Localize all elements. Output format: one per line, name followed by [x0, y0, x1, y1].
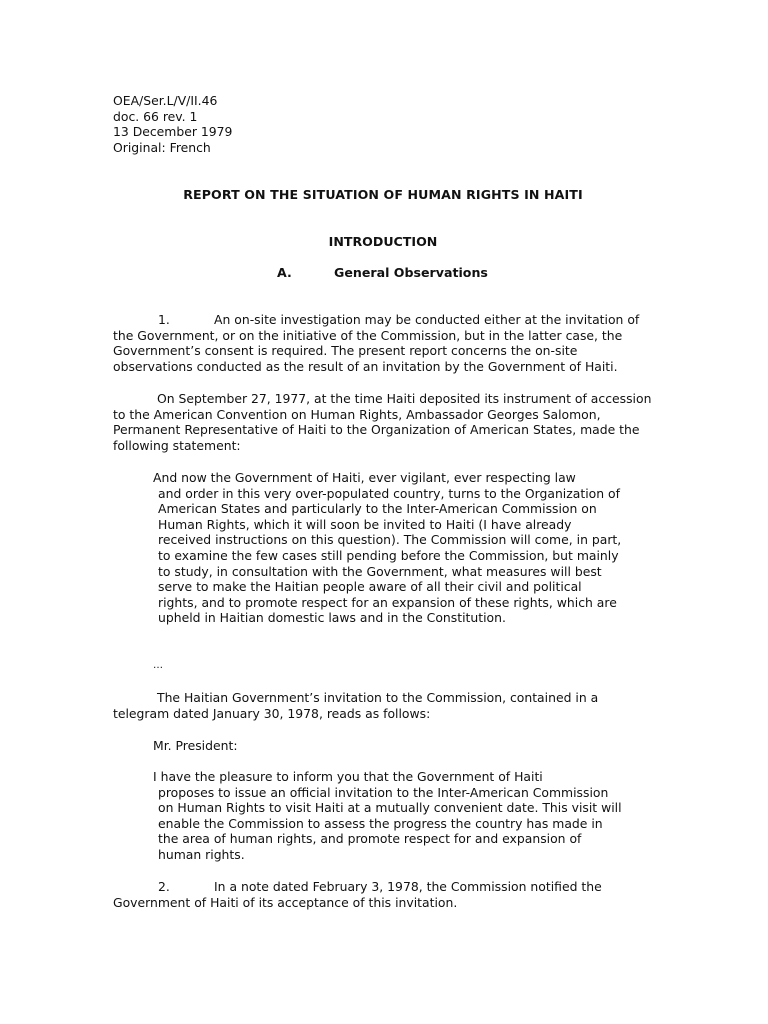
quote-1-first-line: And now the Government of Haiti, ever vigilant, ever respecting law — [153, 470, 576, 485]
introduction-heading: INTRODUCTION — [328, 234, 438, 249]
section-letter: A. — [277, 265, 292, 280]
paragraph-2-number: 2. — [158, 879, 170, 894]
paragraph-2 — [113, 879, 655, 910]
paragraph-1-number: 1. — [158, 312, 170, 327]
paragraph-1-first-line: An on-site investigation may be conducted either at the invitation of — [214, 312, 640, 327]
paragraph-1 — [113, 312, 655, 374]
quote-2-first-line: I have the pleasure to inform you that the Government of Haiti — [153, 769, 543, 784]
quote-1-text: and order in this very over-populated country, turns to the Organization of American States and particularly to the Inter-American Commission on Human Rights, which it will soon be invited to Haiti (I have already received instructions on this question). The Commission will come, in part, to examine the few cases still pending before the Commission, but mainly to study, in consultation with the Government, what measures will best serve to make the Haitian people aware of all their civil and political rights, and to promote respect for an expansion of these rights, which are upheld in Haitian domestic laws and in the Constitution. — [158, 485, 622, 626]
doc-number: doc. 66 rev. 1 — [113, 108, 198, 124]
paragraph-2-first-line: In a note dated February 3, 1978, the Commission notified the — [214, 879, 602, 894]
paragraph-statement-intro: On September 27, 1977, at the time Haiti deposited its instrument of accession to the American Convention on Human Rights, Ambassador Georges Salomon, Permanent Representative of Haiti to the Organization of American States, made the following statement: — [113, 391, 652, 453]
section-title: General Observations — [334, 265, 488, 280]
paragraph-1-text: the Government, or on the initiative of the Commission, but in the latter case, the Government’s consent is required. The present report concerns the on-site observations conducted as the result of an invitation by the Government of Haiti. — [113, 327, 623, 374]
salutation: Mr. President: — [153, 738, 238, 753]
ellipsis: … — [153, 660, 163, 671]
doc-reference: OEA/Ser.L/V/II.46 — [113, 93, 218, 108]
report-title: REPORT ON THE SITUATION OF HUMAN RIGHTS IN HAITI — [183, 187, 583, 202]
quote-2-text: proposes to issue an official invitation to the Inter-American Commission on Human Rights to visit Haiti at a mutually convenient date. This visit will enable the Commission to assess the progress the country has made in the area of human rights, and promote respect for and expansion of human rights. — [158, 784, 622, 862]
quote-telegram — [153, 769, 623, 863]
document-header — [113, 93, 653, 155]
paragraph-invitation-intro: The Haitian Government’s invitation to the Commission, contained in a telegram dated January 30, 1978, reads as follows: — [113, 690, 599, 721]
section-heading — [277, 265, 488, 280]
paragraph-2-text: Government of Haiti of its acceptance of this invitation. — [113, 894, 458, 910]
quote-ambassador-statement — [153, 470, 623, 626]
doc-date: 13 December 1979 — [113, 124, 233, 139]
doc-original-language: Original: French — [113, 139, 211, 155]
